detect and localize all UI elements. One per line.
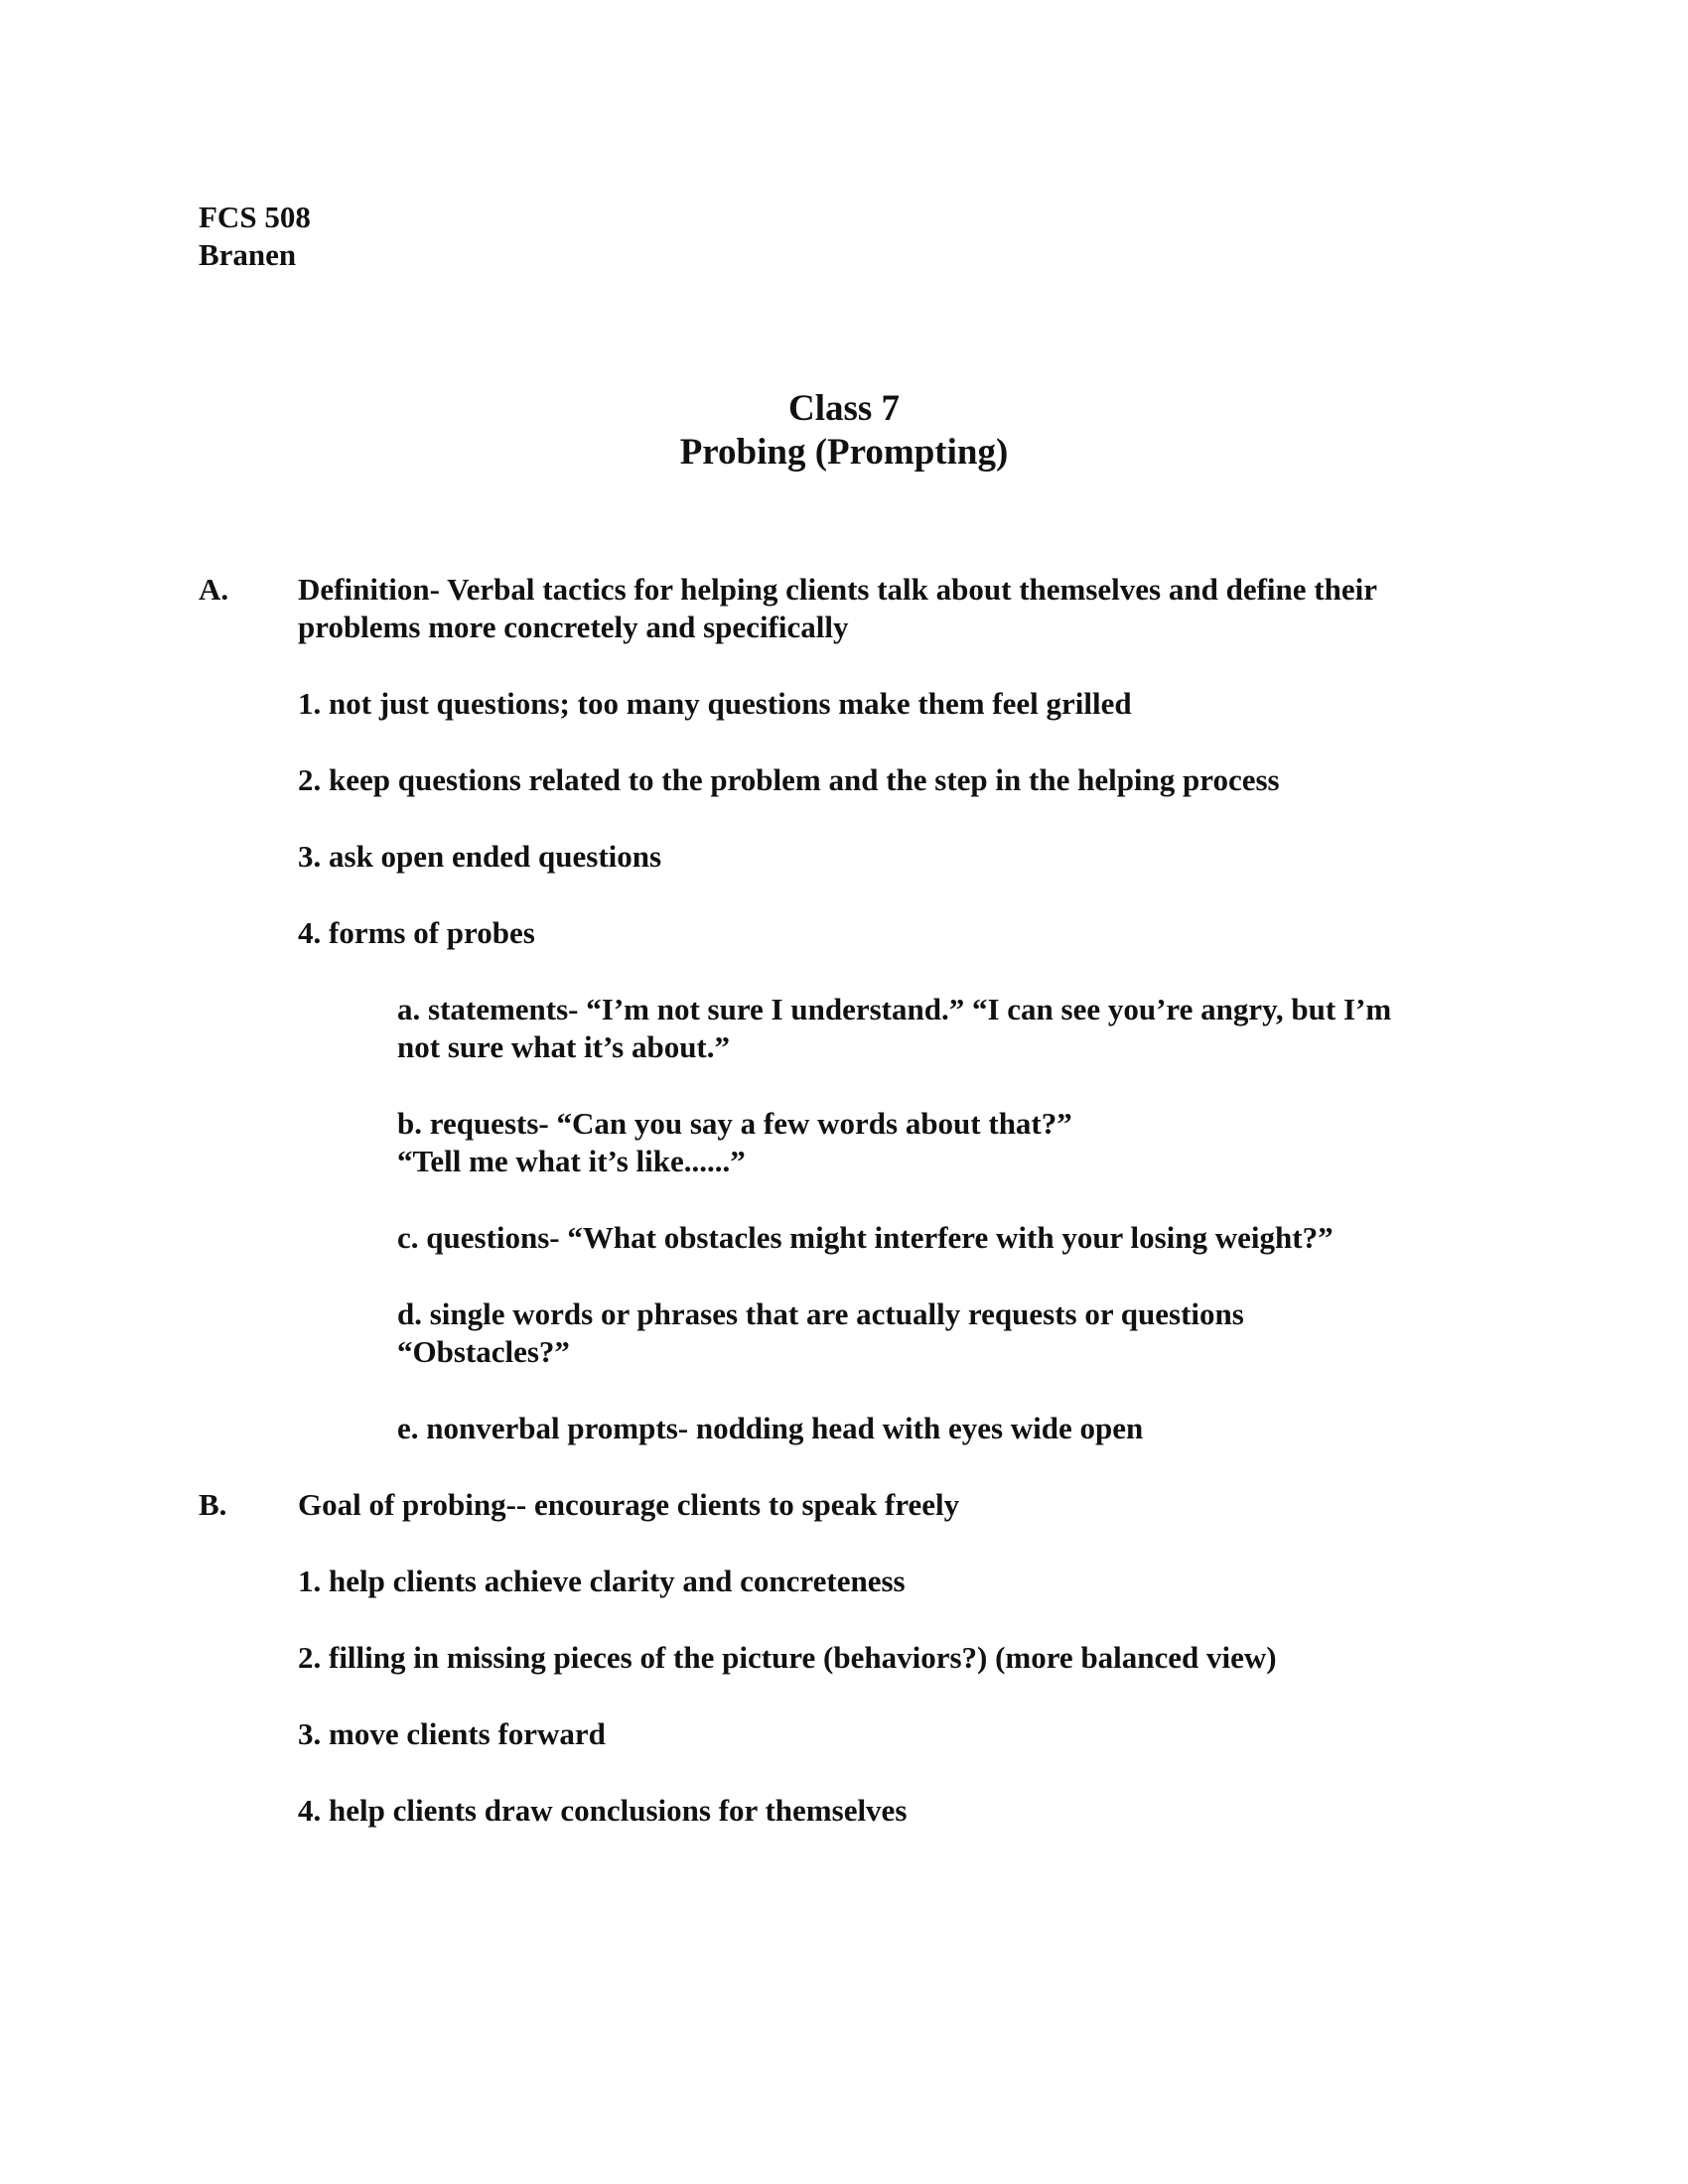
- probe-form-a: a. statements- “I’m not sure I understand.” “I can see you’re angry, but I’m: [397, 992, 1392, 1026]
- probe-form-d-cont: “Obstacles?”: [397, 1334, 570, 1369]
- section-b-item-2: 2. filling in missing pieces of the picture (behaviors?) (more balanced view): [298, 1640, 1277, 1675]
- section-a-heading: Definition- Verbal tactics for helping clients talk about themselves and define their: [298, 572, 1377, 607]
- probe-form-b: b. requests- “Can you say a few words about that?”: [397, 1106, 1072, 1141]
- instructor-name: Branen: [199, 237, 297, 272]
- probe-form-c: c. questions- “What obstacles might interfere with your losing weight?”: [397, 1220, 1334, 1255]
- section-a-item-3: 3. ask open ended questions: [298, 839, 662, 874]
- probe-form-e: e. nonverbal prompts- nodding head with eyes wide open: [397, 1411, 1144, 1445]
- section-a-item-1: 1. not just questions; too many questions make them feel grilled: [298, 686, 1132, 721]
- page-subtitle: Probing (Prompting): [679, 432, 1009, 473]
- probe-form-a-cont: not sure what it’s about.”: [397, 1029, 731, 1064]
- section-b-item-3: 3. move clients forward: [298, 1716, 606, 1751]
- section-a-item-4: 4. forms of probes: [298, 915, 535, 950]
- section-b-item-1: 1. help clients achieve clarity and concreteness: [298, 1564, 906, 1598]
- section-a-item-2: 2. keep questions related to the problem and the step in the helping process: [298, 762, 1280, 797]
- section-a-heading-cont: problems more concretely and specifically: [298, 610, 849, 644]
- section-a-letter: A.: [199, 572, 229, 607]
- section-b-heading: Goal of probing-- encourage clients to speak freely: [298, 1487, 960, 1522]
- section-b-item-4: 4. help clients draw conclusions for themselves: [298, 1793, 908, 1828]
- section-b-letter: B.: [199, 1487, 227, 1522]
- course-code: FCS 508: [199, 200, 311, 234]
- page-title: Class 7: [787, 388, 901, 429]
- probe-form-d: d. single words or phrases that are actually requests or questions: [397, 1297, 1244, 1331]
- probe-form-b-cont: “Tell me what it’s like......”: [397, 1144, 746, 1178]
